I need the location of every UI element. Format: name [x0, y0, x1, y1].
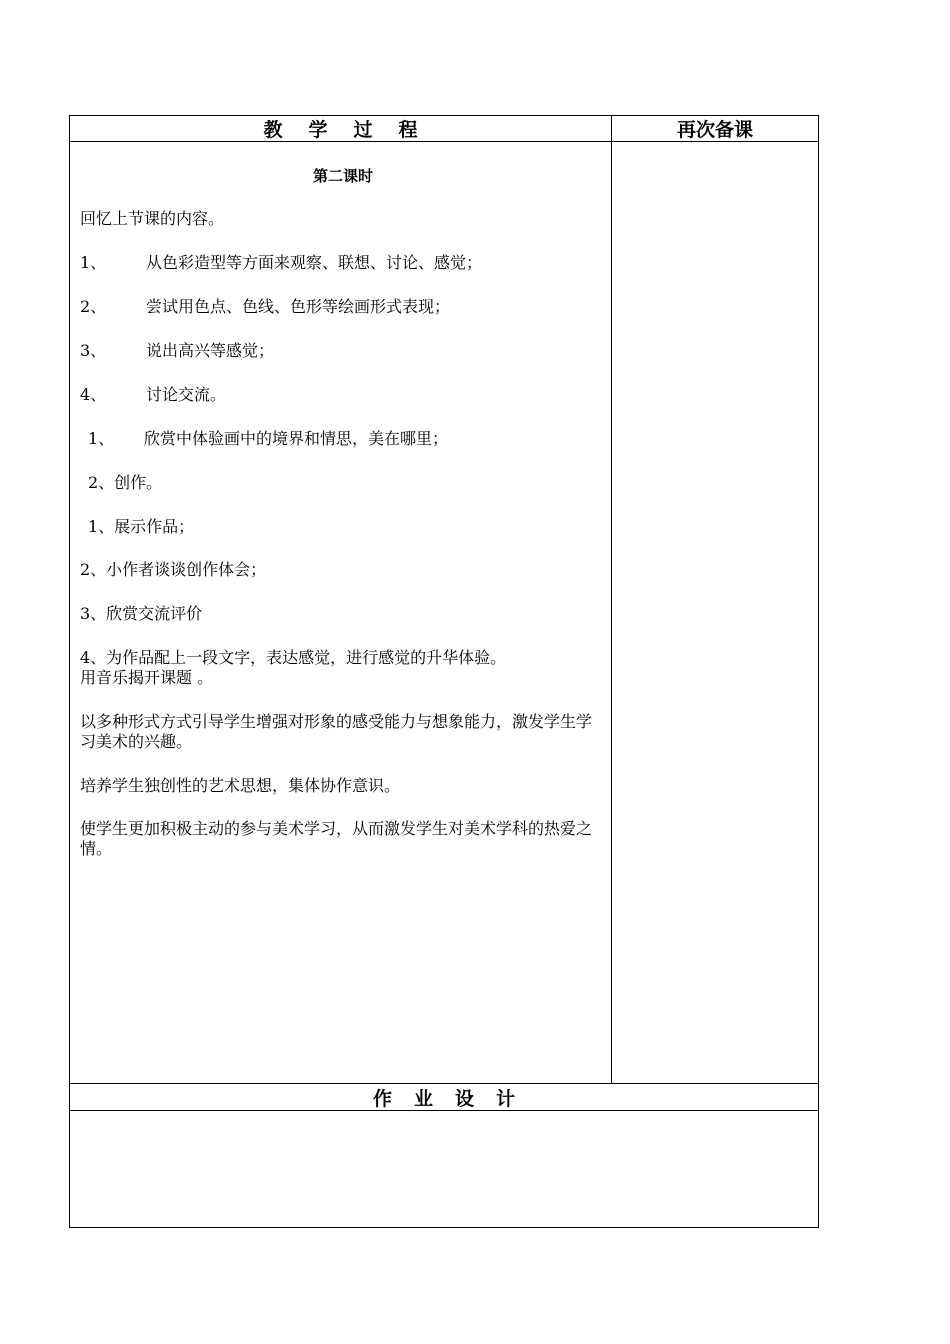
header-char: 程: [398, 119, 418, 141]
header-char: 作: [372, 1087, 392, 1110]
step-number: 4、: [80, 385, 107, 404]
step-text: 欣赏中体验画中的境界和情思，美在哪里；: [144, 429, 449, 448]
homework-design-cell: [70, 1111, 818, 1227]
step-text: 说出高兴等感觉；: [146, 341, 275, 360]
step-item: [80, 253, 606, 273]
step-text: 尝试用色点、色线、色形等绘画形式表现；: [146, 297, 451, 316]
create-text: 2、创作。: [88, 473, 163, 492]
header-char: 设: [455, 1087, 475, 1110]
step-item: [80, 385, 606, 405]
step-number: 2、: [80, 297, 107, 316]
header-char: 计: [496, 1087, 516, 1110]
step-item: [80, 341, 606, 361]
music-text: 用音乐揭开课题 。: [80, 668, 214, 687]
header-char: 学: [308, 119, 328, 141]
caption-text: 4、为作品配上一段文字，表达感觉，进行感觉的升华体验。: [80, 648, 507, 667]
talk-text: 2、小作者谈谈创作体会；: [80, 560, 267, 579]
evaluate-text: 3、欣赏交流评价: [80, 604, 203, 623]
goal-text: 使学生更加积极主动的参与美术学习，从而激发学生对美术学科的热爱之情。: [80, 819, 593, 858]
header-char: 业: [413, 1087, 433, 1110]
step-item: [80, 297, 606, 317]
step-number: 1、: [88, 429, 115, 448]
step-number: 1、: [80, 253, 107, 272]
step-number: 3、: [80, 341, 107, 360]
teaching-process-cell: [70, 142, 612, 1083]
intro-text: 回忆上节课的内容。: [80, 209, 225, 228]
lesson-plan-table: [69, 115, 819, 1228]
goal-text: 培养学生独创性的艺术思想，集体协作意识。: [80, 776, 401, 795]
goal-text: 以多种形式方式引导学生增强对形象的感受能力与想象能力，激发学生学习美术的兴趣。: [80, 712, 593, 751]
lesson-subtitle: 第二课时: [312, 167, 373, 185]
reprepare-header: 再次备课: [612, 116, 818, 142]
step-text: 讨论交流。: [146, 385, 227, 404]
header-char: 过: [353, 119, 373, 141]
step-text: 从色彩造型等方面来观察、联想、讨论、感觉；: [146, 253, 483, 272]
header-char: 教: [263, 119, 283, 141]
appreciate-item: [88, 429, 614, 449]
homework-design-header: [70, 1083, 818, 1111]
show-text: 1、展示作品；: [88, 517, 195, 536]
reprepare-cell: [612, 142, 818, 1083]
teaching-process-header: [70, 116, 612, 142]
